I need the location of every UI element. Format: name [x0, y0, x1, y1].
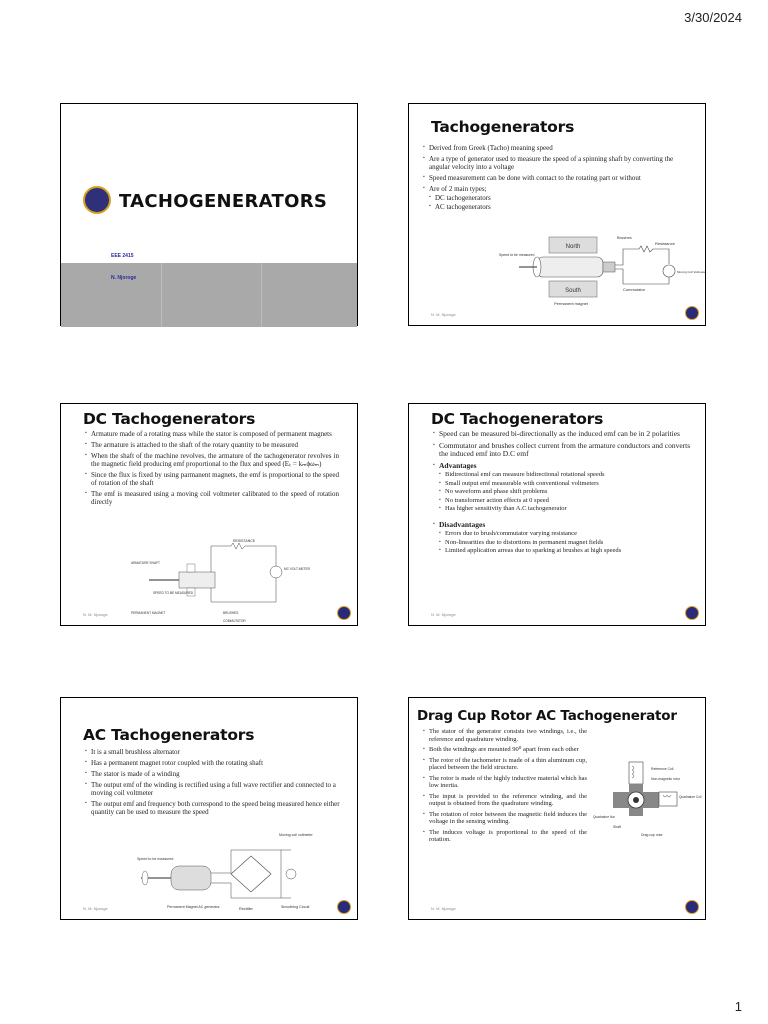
- advantage-item: ▪ Has higher sensitivity than A.C tachogenerator: [439, 505, 695, 513]
- bullet: ▪ Are of 2 main types; ▪ DC tachogenerators ▪ AC tachogenerators: [423, 185, 695, 211]
- voltmeter-label: Moving Coil Voltmeter: [677, 270, 707, 274]
- advantage-item: ▪ No waveform and phase shift problems: [439, 488, 695, 496]
- bullet: ▪ Has a permanent magnet rotor coupled with the rotating shaft: [85, 759, 341, 767]
- ac-tacho-diagram: [131, 828, 331, 920]
- sub-bullet: ▪ AC tachogenerators: [429, 203, 695, 211]
- bullet: ▪ The input is provided to the reference winding, and the output is obtained from the quadrature winding.: [423, 793, 587, 808]
- magnet-label: Permanent Magnet AC generator: [167, 905, 220, 909]
- dc-tacho-schematic: [131, 534, 310, 626]
- dc-tacho-diagram: [499, 229, 707, 319]
- cover-band: [61, 263, 357, 327]
- speed-label: SPEED TO BE MEASURED: [153, 591, 194, 595]
- bullet-disadvantages: ▪ Disadvantages ▪ Errors due to brush/commutator varying resistance ▪ Non-linearities due to distortions in permanent magnet fields ▪ Limited application arreas due to sparking at brushes at high speeds: [433, 521, 695, 555]
- slide-dc-tachogenerators-2: [408, 403, 706, 626]
- commutator-label: COMMUTATOR: [223, 619, 246, 623]
- advantage-item: ▪ Small output emf measurable with conventional voltmeters: [439, 480, 695, 488]
- voltmeter-label: MC VOLT-METER: [284, 567, 310, 571]
- slide-title: Drag Cup Rotor AC Tachogenerator: [417, 708, 677, 724]
- speed-label: Speed to be measured: [499, 253, 535, 257]
- bullet: ▪ Are a type of generator used to measure the speed of a spinning shaft by converting the angular velocity into a voltage: [423, 155, 695, 171]
- slide-title: DC Tachogenerators: [431, 410, 604, 428]
- bullet: ▪ The rotor of the tachometer is made of a thin aluminum cup, placed between the field structure.: [423, 757, 587, 772]
- slide-tachogenerators: [408, 103, 706, 326]
- university-logo: [337, 606, 351, 620]
- bullet: ▪ The rotation of rotor between the magnetic field induces the voltage in the sensing winding.: [423, 811, 587, 826]
- bullet: ▪ The stator of the generator consists two windings, i.e., the reference and quadrature winding.: [423, 728, 587, 743]
- rotor-label: Non-magnetic rotor: [651, 777, 681, 781]
- slide-footer: N. M. Njoroge: [83, 906, 108, 911]
- bullet: ▪ The emf is measured using a moving coil voltmeter calibrated to the speed of rotation directly: [85, 490, 339, 506]
- rectifier-label: Rectifier: [239, 907, 253, 911]
- magnet-label: Permanent magnet: [554, 301, 589, 306]
- slide-title: AC Tachogenerators: [83, 726, 255, 744]
- slide-ac-tachogenerators: [60, 697, 358, 920]
- bullet: ▪ The induces voltage is proportional to the speed of the rotation.: [423, 829, 587, 844]
- shaft-label: Shaft: [613, 825, 621, 829]
- university-logo: [685, 306, 699, 320]
- university-logo: [337, 900, 351, 914]
- ref-coil-label: Reference Coil: [651, 767, 674, 771]
- slide-title: DC Tachogenerators: [83, 410, 256, 428]
- disadvantage-item: ▪ Limited application arreas due to sparking at brushes at high speeds: [439, 547, 695, 555]
- south-label: South: [565, 288, 581, 294]
- bullet-advantages: ▪ Advantages ▪ Bidirectional emf can measure bidirectional rotational speeds ▪ Small output emf measurable with conventional voltmeters ▪ No waveform and phase shift problems ▪ No transformer action effects at 0 speed ▪ Has higher sensitivity than A.C tachogenerator: [433, 462, 695, 513]
- bullet: ▪ The armature is attached to the shaft of the rotary quantity to be measured: [85, 441, 339, 449]
- brushes-label: Brushes: [617, 235, 632, 240]
- drag-cup-label: Drag cup rotor: [641, 833, 663, 837]
- slide-drag-cup-rotor: [408, 697, 706, 920]
- voltmeter-label: Moving coil voltmeter: [279, 833, 313, 837]
- slide-footer: N. M. Njoroge: [83, 612, 108, 617]
- drag-cup-diagram: [593, 758, 703, 858]
- bullet: ▪ Derived from Greek (Tacho) meaning speed: [423, 144, 695, 152]
- bullet: ▪ Both the windings are mounted 90⁰ apart from each other: [423, 746, 587, 754]
- slide-footer: N. M. Njoroge: [431, 612, 456, 617]
- north-label: North: [565, 244, 581, 250]
- university-logo: [83, 186, 111, 214]
- university-logo: [685, 900, 699, 914]
- smoothing-label: Smoothing Circuit: [281, 905, 310, 909]
- bullet: ▪ Since the flux is fixed by using parmanent magnets, the emf is proportional to the speed of rotation of the shaft: [85, 471, 339, 487]
- course-code: EEE 2415: [111, 253, 134, 259]
- advantage-item: ▪ Bidirectional emf can measure bidirectional rotational speeds: [439, 471, 695, 479]
- page-date: 3/30/2024: [684, 10, 742, 25]
- author-name: N. Njoroge: [111, 275, 137, 281]
- slide-dc-tachogenerators: [60, 403, 358, 626]
- quad-flux-label: Quadrature flux: [593, 815, 615, 819]
- bullet: ▪ The rotor is made of the highly inductive material which has low inertia.: [423, 775, 587, 790]
- resistance-label: RESISTANCE: [233, 539, 256, 543]
- magnet-label: PERMANENT MAGNET: [131, 611, 166, 615]
- bullet: ▪ Speed can be measured bi-directionally as the induced emf can be in 2 polarities: [433, 430, 695, 439]
- slide-footer: N. M. Njoroge: [431, 312, 456, 317]
- brushes-label: BRUSHES: [223, 611, 239, 615]
- bullet: ▪ It is a small brushless alternator: [85, 748, 341, 756]
- bullet: ▪ The output emf and frequency both correspond to the speed being measured hence either quantity can be used to measure the speed: [85, 800, 341, 816]
- advantage-item: ▪ No transformer action effects at 0 speed: [439, 497, 695, 505]
- bullet: ▪ Armature made of a rotating mass while the stator is composed of permanent magnets: [85, 430, 339, 438]
- bullet: ▪ Speed measurement can be done with contact to the rotating part or without: [423, 174, 695, 182]
- speed-label: Speed to be measured: [137, 857, 174, 861]
- commutator-label: Commutator: [623, 287, 646, 292]
- bullet: ▪ The stator is made of a winding: [85, 770, 341, 778]
- sub-bullet: ▪ DC tachogenerators: [429, 194, 695, 202]
- cover-title: TACHOGENERATORS: [119, 191, 328, 212]
- disadvantage-item: ▪ Errors due to brush/commutator varying resistance: [439, 530, 695, 538]
- slide-footer: N. M. Njoroge: [431, 906, 456, 911]
- quad-coil-label: Quadrature Coil: [679, 795, 702, 799]
- slide-title: Tachogenerators: [431, 118, 575, 136]
- resistance-label: Resistance: [655, 241, 675, 246]
- slide-cover: [60, 103, 358, 326]
- armature-label: ARMATURE SHAFT: [131, 561, 160, 565]
- bullet: ▪ The output emf of the winding is rectified using a full wave rectifier and connected to a moving coil voltmeter: [85, 781, 341, 797]
- disadvantage-item: ▪ Non-linearities due to distortions in permanent magnet fields: [439, 539, 695, 547]
- university-logo: [685, 606, 699, 620]
- bullet: ▪ When the shaft of the machine revolves, the armature of the tachogenerator revolves in the magnetic field producing emf proportional to the flux and speed (Eₜ = kₘϕωₘ): [85, 452, 339, 468]
- bullet: ▪ Commutator and brushes collect current from the armature conductors and converts the induced emf into D.C emf: [433, 442, 695, 459]
- page-number: 1: [734, 999, 742, 1014]
